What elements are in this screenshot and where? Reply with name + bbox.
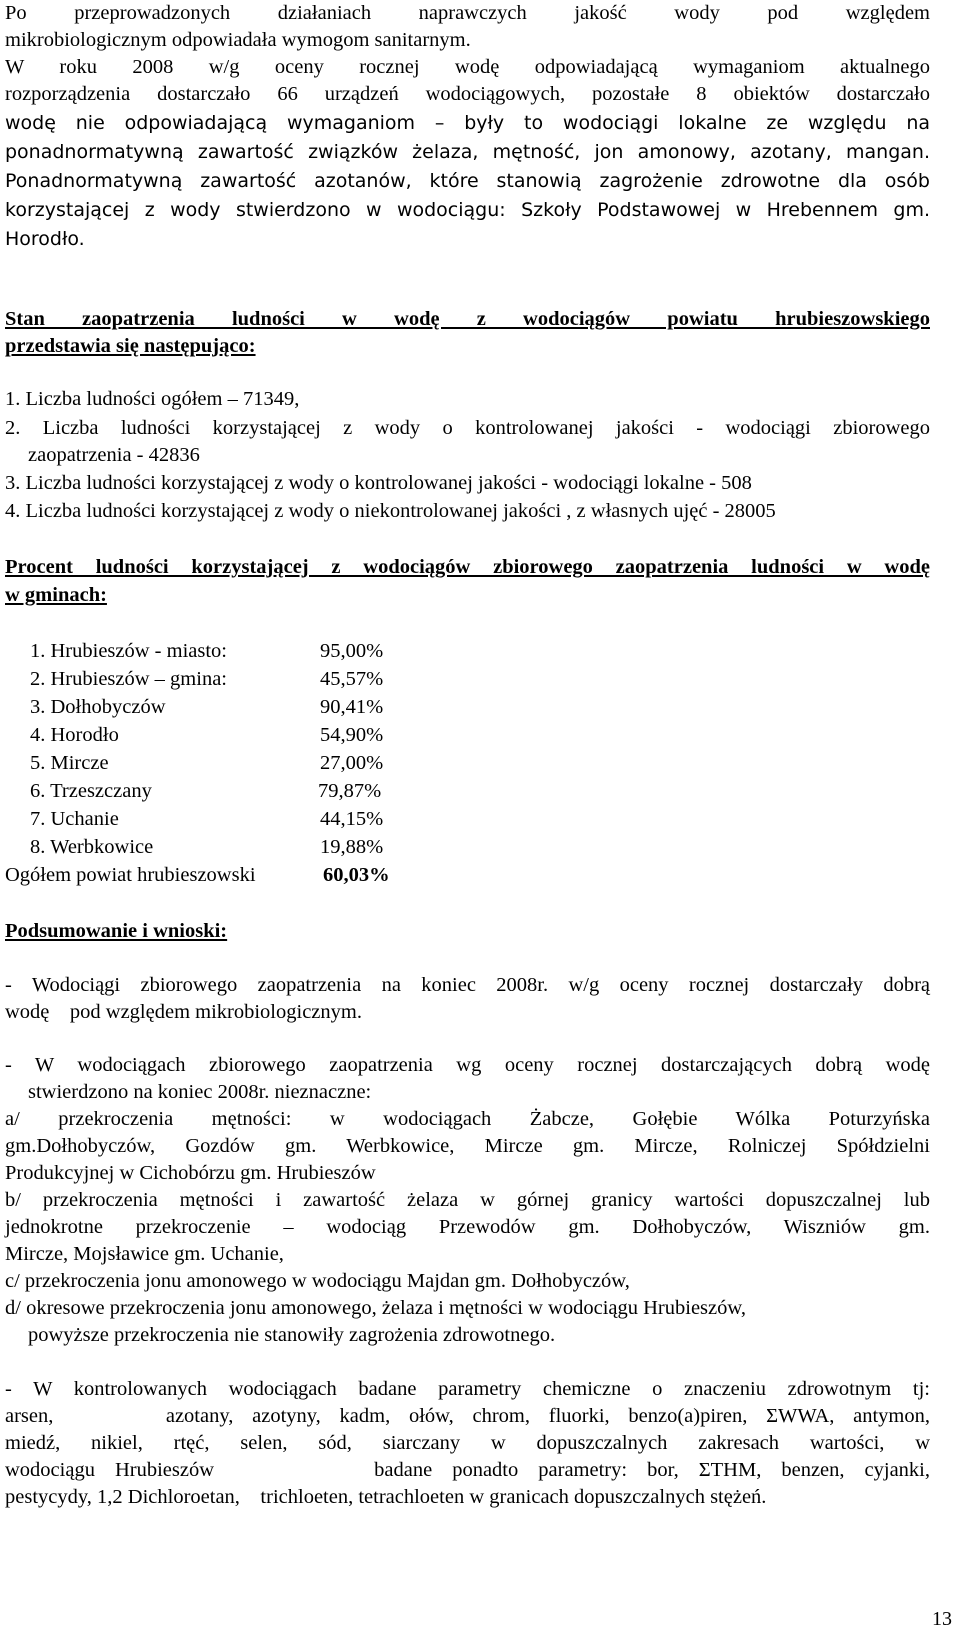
gmina-row-name: 3. Dołhobyczów	[30, 696, 166, 718]
page-number: 13	[932, 1608, 952, 1630]
summary-p3-line-1: - W kontrolowanych wodociągach badane parametry chemiczne o znaczeniu zdrowotnym tj:	[5, 1378, 930, 1400]
population-item-4: 4. Liczba ludności korzystającej z wody o niekontrolowanej jakości , z własnych ujęć - 28005	[5, 500, 776, 522]
summary-d-line-2: powyższe przekroczenia nie stanowiły zagrożenia zdrowotnego.	[28, 1324, 556, 1346]
gmina-row-name: 4. Horodło	[30, 724, 119, 746]
summary-title: Podsumowanie i wnioski:	[5, 920, 228, 942]
intro-line-3: W roku 2008 w/g oceny rocznej wodę odpowiadającą wymaganiom aktualnego	[5, 56, 930, 78]
intro-line-1: Po przeprowadzonych działaniach naprawczych jakość wody pod względem	[5, 2, 930, 24]
section2-title-line-1: Procent ludności korzystającej z wodociągów zbiorowego zaopatrzenia ludności w wodę	[5, 556, 930, 578]
gmina-row-value: 44,15%	[320, 808, 384, 830]
intro-line-9: Horodło.	[5, 228, 85, 250]
gmina-row-name: 6. Trzeszczany	[30, 780, 152, 802]
intro-line-5: wodę nie odpowiadającą wymaganiom – były to wodociągi lokalne ze względu na	[5, 112, 930, 134]
section1-title-line-1: Stan zaopatrzenia ludności w wodę z wodociągów powiatu hrubieszowskiego	[5, 308, 930, 330]
gmina-row-value: 95,00%	[320, 640, 384, 662]
gmina-row-name: 7. Uchanie	[30, 808, 119, 830]
summary-a-line-2: gm.Dołhobyczów, Gozdów gm. Werbkowice, Mircze gm. Mircze, Rolniczej Spółdzielni	[5, 1135, 930, 1157]
intro-line-7: Ponadnormatywną zawartość azotanów, które stanowią zagrożenie zdrowotne dla osób	[5, 170, 930, 192]
summary-c-line-1: c/ przekroczenia jonu amonowego w wodociągu Majdan gm. Dołhobyczów,	[5, 1270, 630, 1292]
gmina-row-value: 90,41%	[320, 696, 384, 718]
intro-line-4: rozporządzenia dostarczało 66 urządzeń wodociągowych, pozostałe 8 obiektów dostarczało	[5, 83, 930, 105]
summary-d-line-1: d/ okresowe przekroczenia jonu amonowego, żelaza i mętności w wodociągu Hrubieszów,	[5, 1297, 746, 1319]
gmina-row-value: 27,00%	[320, 752, 384, 774]
population-item-1: 1. Liczba ludności ogółem – 71349,	[5, 388, 300, 410]
summary-p3-line-5: pestycydy, 1,2 Dichloroetan, trichloeten, tetrachloeten w granicach dopuszczalnych stężeń.	[5, 1486, 767, 1508]
summary-b-line-1: b/ przekroczenia mętności i zawartość żelaza w górnej granicy wartości dopuszczalnej lub	[5, 1189, 930, 1211]
summary-p2-line-2: stwierdzono na koniec 2008r. nieznaczne:	[28, 1081, 372, 1103]
summary-p3-line-3: miedź, nikiel, rtęć, selen, sód, siarczany w dopuszczalnych zakresach wartości, w	[5, 1432, 930, 1454]
intro-line-2: mikrobiologicznym odpowiadała wymogom sanitarnym.	[5, 29, 471, 51]
summary-p2-line-1: - W wodociągach zbiorowego zaopatrzenia wg oceny rocznej dostarczających dobrą wodę	[5, 1054, 930, 1076]
section2-title-line-2: w gminach:	[5, 584, 107, 606]
population-item-2: 2. Liczba ludności korzystającej z wody o kontrolowanej jakości - wodociągi zbiorowego	[5, 417, 930, 439]
gmina-row-value: 79,87%	[318, 780, 382, 802]
gmina-row-name: 5. Mircze	[30, 752, 109, 774]
summary-p3-line-2: arsen, azotany, azotyny, kadm, ołów, chrom, fluorki, benzo(a)piren, ΣWWA, antymon,	[5, 1405, 930, 1427]
summary-p1-line-2: wodę pod względem mikrobiologicznym.	[5, 1001, 362, 1023]
intro-line-6: ponadnormatywną zawartość związków żelaza, mętność, jon amonowy, azotany, mangan.	[5, 141, 930, 163]
population-item-2-cont: zaopatrzenia - 42836	[28, 444, 200, 466]
summary-p3-line-4: wodociągu Hrubieszów badane ponadto parametry: bor, ΣTHM, benzen, cyjanki,	[5, 1459, 930, 1481]
gmina-row-value: 19,88%	[320, 836, 384, 858]
summary-a-line-3: Produkcyjnej w Cichobórzu gm. Hrubieszów	[5, 1162, 376, 1184]
summary-a-line-1: a/ przekroczenia mętności: w wodociągach Żabcze, Gołębie Wólka Poturzyńska	[5, 1108, 930, 1130]
population-item-3: 3. Liczba ludności korzystającej z wody o kontrolowanej jakości - wodociągi lokalne - 508	[5, 472, 752, 494]
summary-b-line-3: Mircze, Mojsławice gm. Uchanie,	[5, 1243, 284, 1265]
total-value: 60,03%	[323, 864, 390, 886]
gmina-row-value: 45,57%	[320, 668, 384, 690]
summary-p1-line-1: - Wodociągi zbiorowego zaopatrzenia na koniec 2008r. w/g oceny rocznej dostarczały dobrą	[5, 974, 930, 996]
total-label: Ogółem powiat hrubieszowski	[5, 864, 256, 886]
summary-b-line-2: jednokrotne przekroczenie – wodociąg Przewodów gm. Dołhobyczów, Wiszniów gm.	[5, 1216, 930, 1238]
gmina-row-name: 8. Werbkowice	[30, 836, 154, 858]
gmina-row-name: 1. Hrubieszów - miasto:	[30, 640, 227, 662]
intro-line-8: korzystającej z wody stwierdzono w wodociągu: Szkoły Podstawowej w Hrebennem gm.	[5, 199, 930, 221]
gmina-row-value: 54,90%	[320, 724, 384, 746]
section1-title-line-2: przedstawia się następująco:	[5, 335, 256, 357]
gmina-row-name: 2. Hrubieszów – gmina:	[30, 668, 227, 690]
